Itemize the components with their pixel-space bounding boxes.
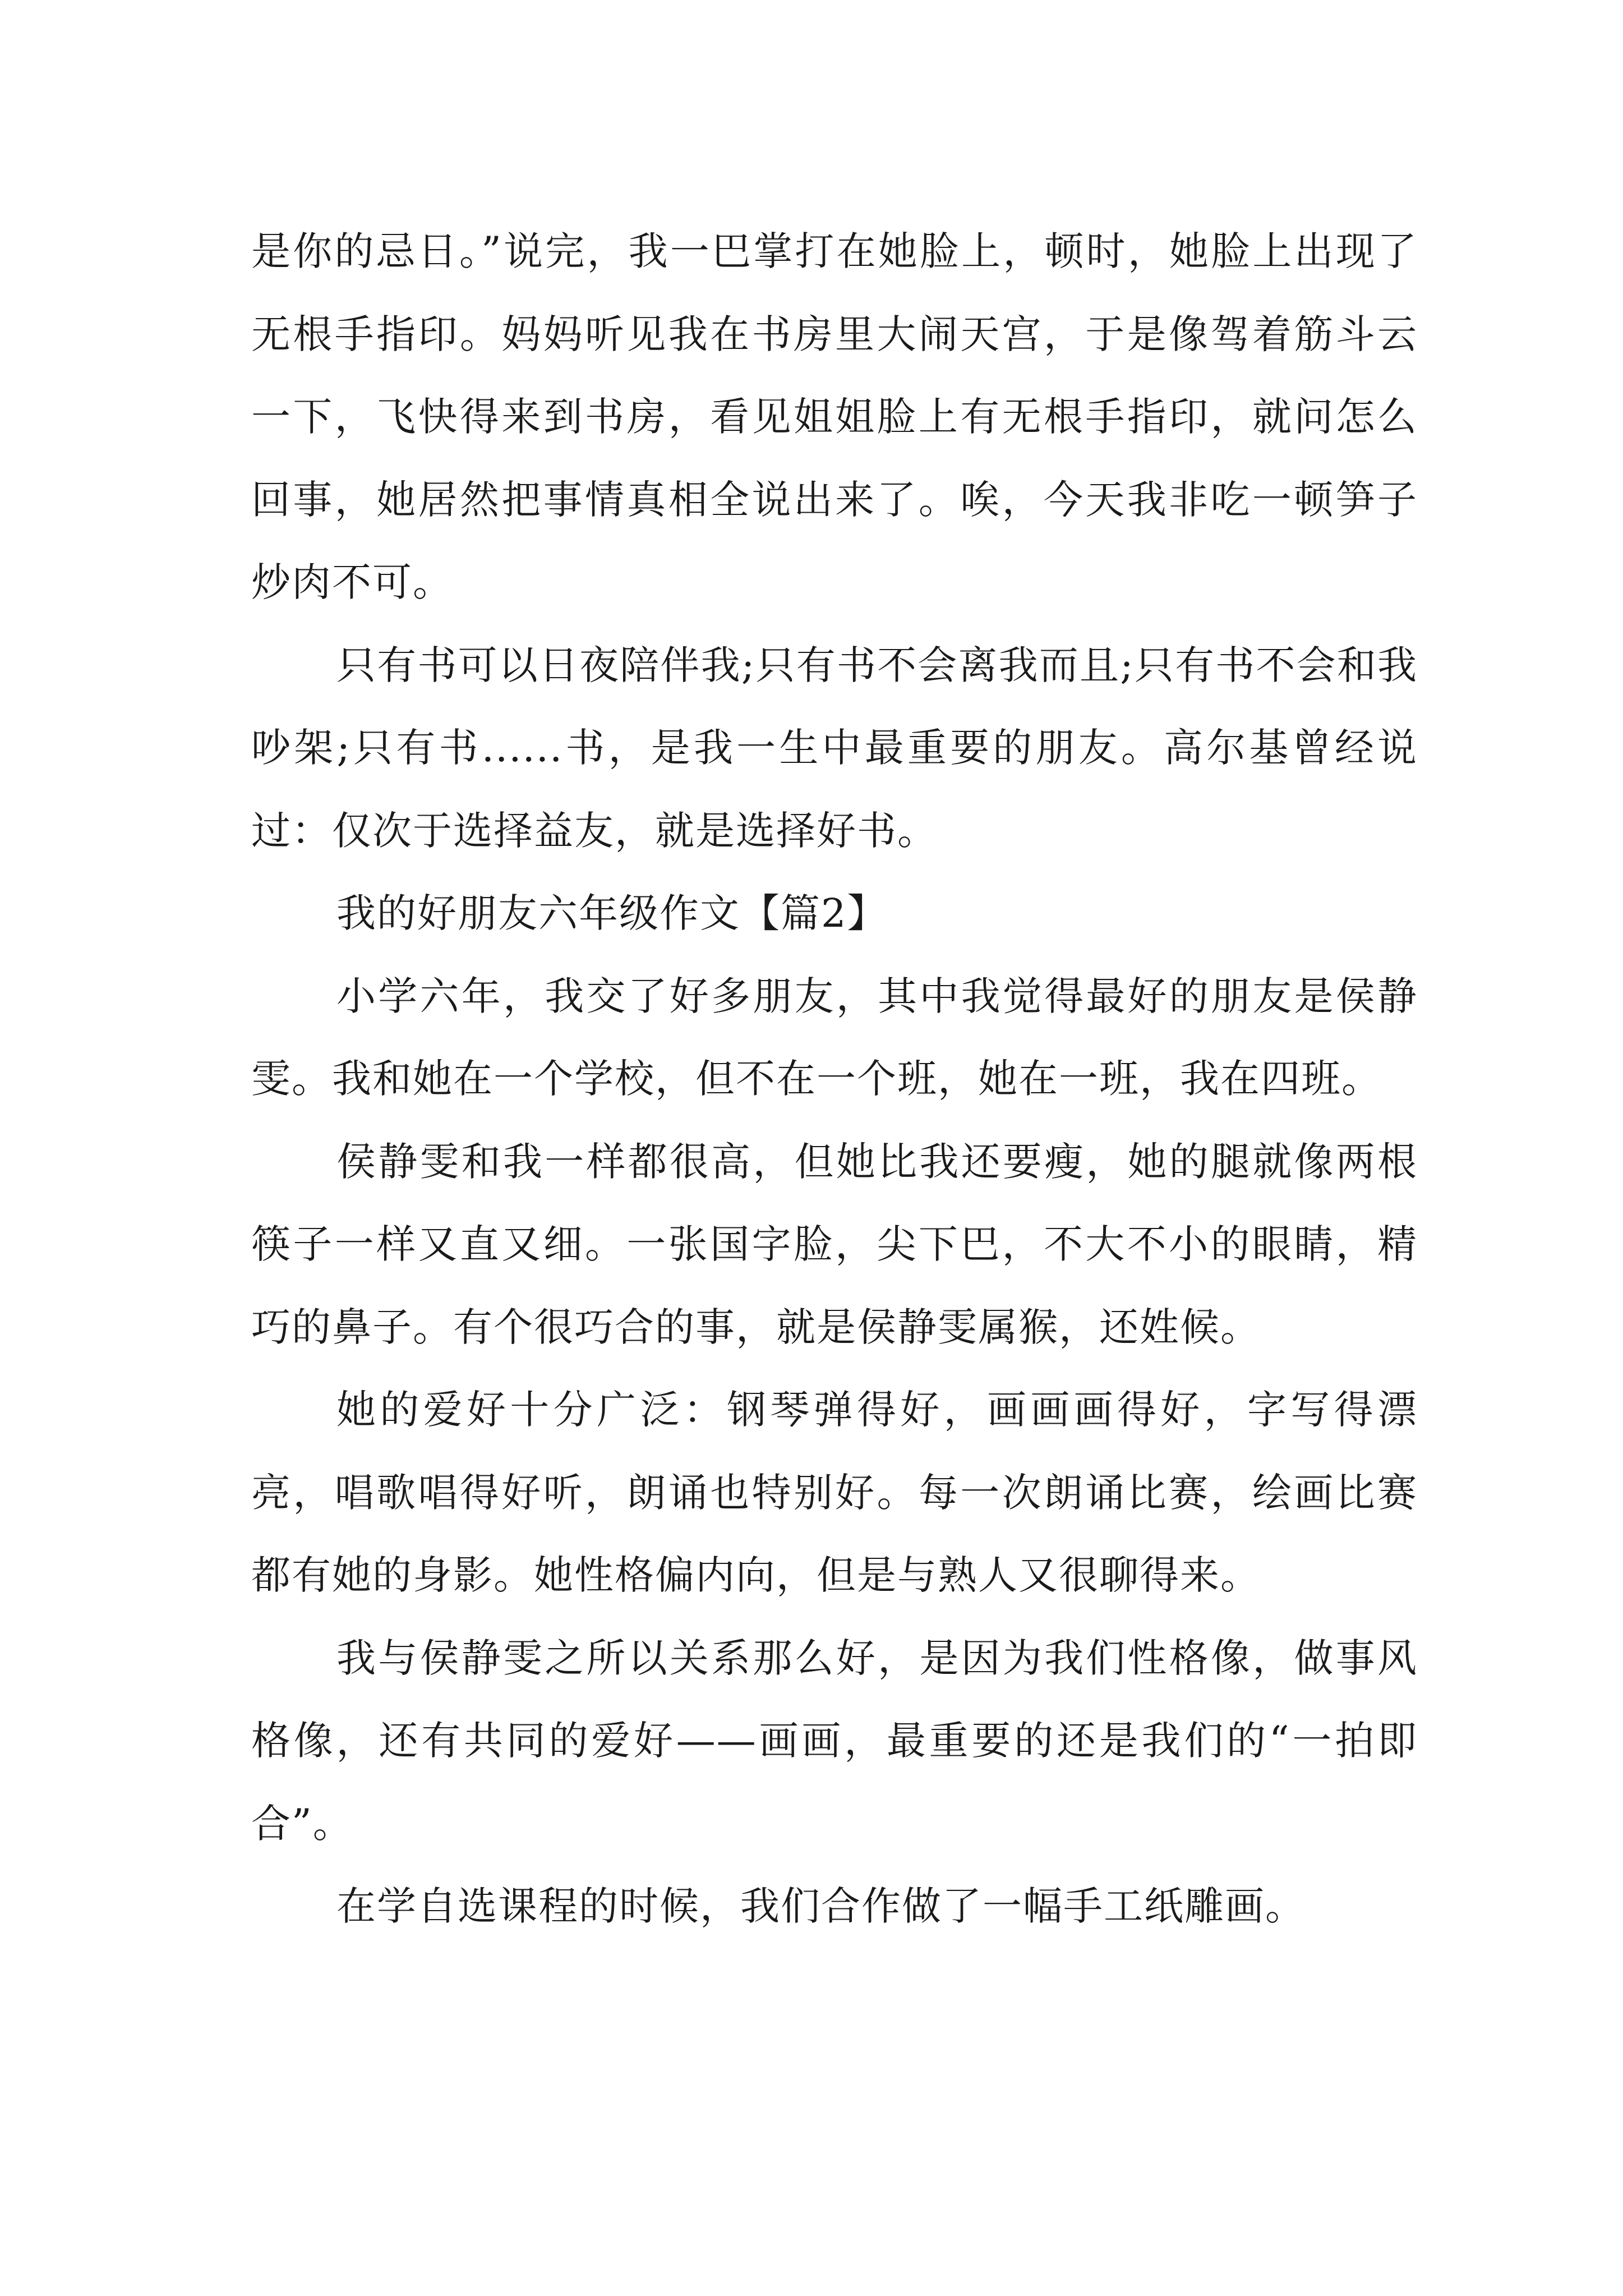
paragraph: 在学自选课程的时候，我们合作做了一幅手工纸雕画。 bbox=[336, 1883, 1306, 1929]
paragraph-continued: 是你的忌日。”说完，我一巴掌打在她脸上，顿时，她脸上出现了无根手指印。妈妈听见我在书房里大闹天宫，于是像驾着筋斗云一下，飞快得来到书房，看见姐姐脸上有无根手指印，就问怎么回事，她居然把事情真相全说出来了。唉，今天我非吃一顿笋子炒肉不可。 bbox=[251, 228, 1418, 605]
paragraph: 侯静雯和我一样都很高，但她比我还要瘦，她的腿就像两根筷子一样又直又细。一张国字脸，尖下巴，不大不小的眼睛，精巧的鼻子。有个很巧合的事，就是侯静雯属猴，还姓候。 bbox=[251, 1138, 1418, 1350]
paragraph: 她的爱好十分广泛：钢琴弹得好，画画画得好，字写得漂亮，唱歌唱得好听，朗诵也特别好。每一次朗诵比赛，绘画比赛都有她的身影。她性格偏内向，但是与熟人又很聊得来。 bbox=[251, 1387, 1418, 1598]
section-heading: 我的好朋友六年级作文【篇2】 bbox=[336, 890, 888, 936]
document-body bbox=[251, 210, 1418, 1948]
paragraph: 小学六年，我交了好多朋友，其中我觉得最好的朋友是侯静雯。我和她在一个学校，但不在一个班，她在一班，我在四班。 bbox=[251, 973, 1418, 1102]
paragraph: 只有书可以日夜陪伴我;只有书不会离我而且;只有书不会和我吵架;只有书......书，是我一生中最重要的朋友。高尔基曾经说过：仅次于选择益友，就是选择好书。 bbox=[251, 642, 1418, 854]
paragraph: 我与侯静雯之所以关系那么好，是因为我们性格像，做事风格像，还有共同的爱好——画画，最重要的还是我们的“一拍即合”。 bbox=[251, 1635, 1418, 1847]
